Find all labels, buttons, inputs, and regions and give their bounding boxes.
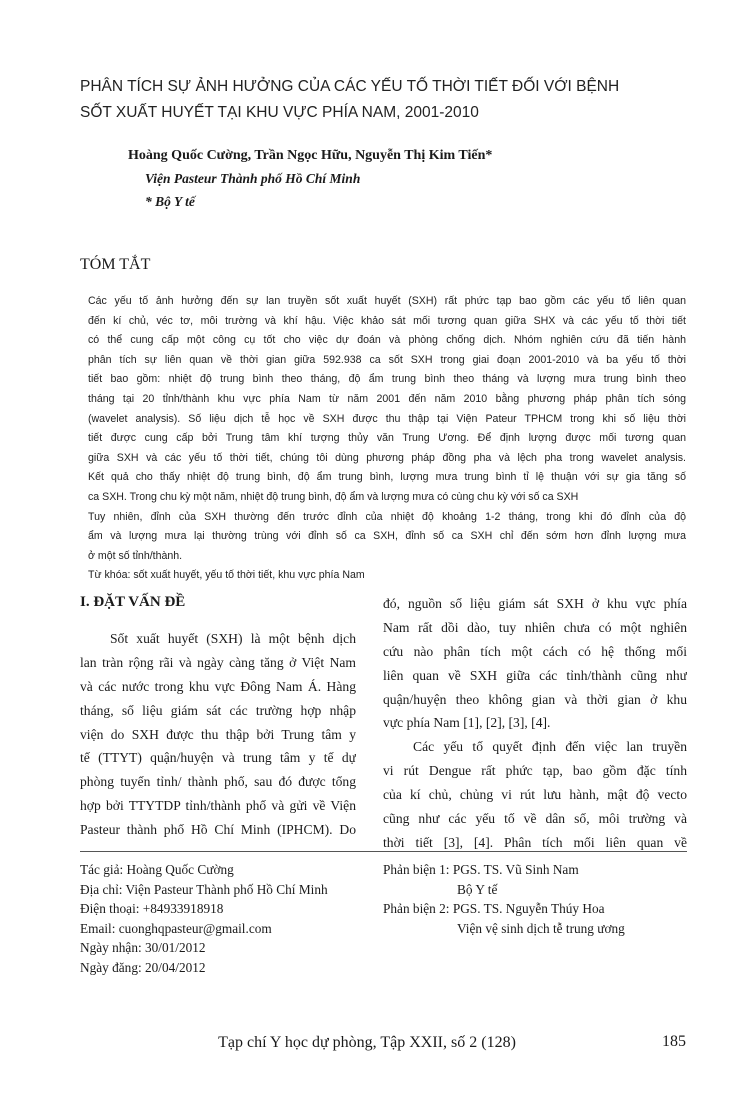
abstract — [88, 292, 686, 586]
right-column — [383, 592, 687, 855]
text-line: và các nước trong khu vực Đông Nam Á. Hàng — [80, 678, 356, 694]
text-line: Các yếu tố quyết định đến việc lan truyền — [413, 739, 687, 755]
abstract-heading: TÓM TẮT — [80, 256, 151, 273]
text-line: (wavelet analysis). Số liệu dịch tễ học về SXH được thu thập tại Viện Pateur TPHCM trong khi số liệu thời — [88, 412, 686, 425]
text-line: quận/huyện theo không gian và thời gian ở khu — [383, 691, 687, 707]
author-info-line: Ngày nhận: 30/01/2012 — [80, 940, 206, 956]
reviewer-1 — [383, 860, 625, 880]
text-line: tháng, số liệu giám sát các trường hợp nhập — [80, 702, 356, 718]
text-line: liên quan về SXH giữa các tỉnh/thành cũng như — [383, 667, 687, 683]
author-info-line: Địa chỉ: Viện Pasteur Thành phố Hồ Chí Minh — [80, 881, 328, 897]
text-line: ca SXH. Trong chu kỳ một năm, nhiệt độ trung bình, độ ẩm và lượng mưa có cùng chu kỳ với số ca SXH — [88, 490, 579, 503]
title-line: SỐT XUẤT HUYẾT TẠI KHU VỰC PHÍA NAM, 2001-2010 — [80, 104, 479, 121]
text-line: tế (TTYT) quận/huyện và trung tâm y tế dự — [80, 750, 356, 766]
left-column — [80, 627, 356, 842]
footnote-divider — [80, 851, 687, 852]
text-line: đến kí chủ, véc tơ, môi trường và khí hậu. Việc khảo sát mối tương quan giữa SHX và các yếu tố thời tiết — [88, 314, 686, 327]
author-info-line: Email: cuonghqpasteur@gmail.com — [80, 920, 272, 936]
text-line: tiết bao gồm: nhiệt độ trung bình theo tháng, độ ẩm trung bình theo tháng và lượng mưa trung bình theo — [88, 373, 686, 386]
text-line: ở một số tỉnh/thành. — [88, 549, 183, 562]
keywords: Từ khóa: sốt xuất huyết, yếu tố thời tiết, khu vực phía Nam — [88, 569, 365, 582]
reviewer-org: Viện vệ sinh dịch tễ trung ương — [457, 920, 625, 936]
reviewer-2 — [383, 899, 625, 919]
text-line: cứu nào phân tích một cách có hệ thống mối — [383, 643, 687, 659]
text-line: tháng tại 20 tỉnh/thành khu vực phía Nam từ năm 2001 đến năm 2010 bằng phương pháp phân tích sóng — [88, 392, 686, 405]
page-number: 185 — [662, 1033, 686, 1050]
reviewer-label: Phản biện 1: — [383, 862, 450, 877]
author-info-line: Tác giả: Hoàng Quốc Cường — [80, 862, 234, 877]
text-line: Pasteur thành phố Hồ Chí Minh (IPHCM). Do — [80, 822, 356, 838]
journal-footer: Tạp chí Y học dự phòng, Tập XXII, số 2 (128) — [218, 1034, 516, 1051]
authors: Hoàng Quốc Cường, Trần Ngọc Hữu, Nguyễn Thị Kim Tiến* — [128, 148, 493, 163]
reviewer-label: Phản biện 2: — [383, 901, 450, 917]
text-line: phân tích sự liên quan về thời gian giữa 592.938 ca sốt SXH trong giai đoạn 2001-2010 và ba yếu tố thời — [88, 353, 686, 366]
text-line: đó, nguồn số liệu giám sát SXH ở khu vực phía — [383, 596, 687, 611]
affiliation: * Bộ Y tế — [145, 194, 195, 209]
text-line: thời tiết [3], [4]. Phân tích mối liên quan về — [383, 834, 687, 850]
text-line: Sốt xuất huyết (SXH) là một bệnh dịch — [110, 631, 356, 646]
text-line: lan tràn rộng rãi và ngày càng tăng ở Việt Nam — [80, 654, 356, 670]
reviewer-info — [383, 860, 625, 938]
text-line: Nam rất dồi dào, tuy nhiên chưa có một nghiên — [383, 619, 687, 635]
reviewer-name: PGS. TS. Vũ Sinh Nam — [452, 862, 579, 877]
reviewer-name: PGS. TS. Nguyễn Thúy Hoa — [452, 901, 605, 917]
reviewer-org: Bộ Y tế — [457, 881, 498, 897]
text-line: Kết quả cho thấy nhiệt độ trung bình, độ ẩm trung bình, lượng mưa trung bình tỉ lệ thuận với sự gia tăng số — [88, 471, 686, 484]
text-line: Tuy nhiên, đỉnh của SXH thường đến trước đỉnh của nhiệt độ khoảng 1-2 tháng, trong khi đó đỉnh của độ — [88, 510, 686, 523]
text-line: hợp bởi TTYTDP tỉnh/thành phố và gửi về Viện — [80, 798, 356, 814]
text-line: viện do SXH được thu thập bởi Trung tâm y — [80, 726, 356, 742]
author-info — [80, 860, 328, 978]
text-line: của kí chủ, chủng vi rút lưu hành, mật độ vecto — [383, 787, 687, 803]
text-line: cũng như các yếu tố về dân số, môi trường và — [383, 811, 687, 827]
author-info-line: Điện thoại: +84933918918 — [80, 901, 224, 917]
text-line: ẩm và lượng mưa lại thường trùng với đỉnh số ca SXH, đỉnh số ca SXH chỉ đến sớm hơn đỉnh lượng mưa — [88, 530, 686, 543]
title-line: PHÂN TÍCH SỰ ẢNH HƯỞNG CỦA CÁC YẾU TỐ THỜI TIẾT ĐỐI VỚI BỆNH — [80, 78, 620, 95]
text-line: tiết được cung cấp bởi Trung tâm khí tượng thủy văn Trung Ương. Để định lượng được mối tương quan — [88, 432, 686, 445]
affiliation: Viện Pasteur Thành phố Hồ Chí Minh — [145, 171, 361, 186]
text-line: vi rút Dengue rất phức tạp, bao gồm đặc tính — [383, 763, 687, 779]
author-info-line: Ngày đăng: 20/04/2012 — [80, 959, 206, 975]
text-line: giữa SXH và các yếu tố thời tiết, chúng tôi dùng phương pháp đồng pha và lệch pha trong wavelet analysis. — [88, 451, 686, 464]
text-line: có thể cung cấp một công cụ tốt cho việc dự đoán và phòng chống dịch. Nhóm nghiên cứu đã tiến hành — [88, 334, 686, 347]
text-line: Các yếu tố ảnh hưởng đến sự lan truyền sốt xuất huyết (SXH) rất phức tạp bao gồm các yếu tố liên quan — [88, 295, 686, 307]
text-line: vực phía Nam [1], [2], [3], [4]. — [383, 715, 551, 731]
text-line: phòng tuyến tỉnh/ thành phố, sau đó được tổng — [80, 774, 356, 790]
section-heading: I. ĐẶT VẤN ĐỀ — [80, 594, 186, 610]
paper-title — [80, 74, 619, 126]
